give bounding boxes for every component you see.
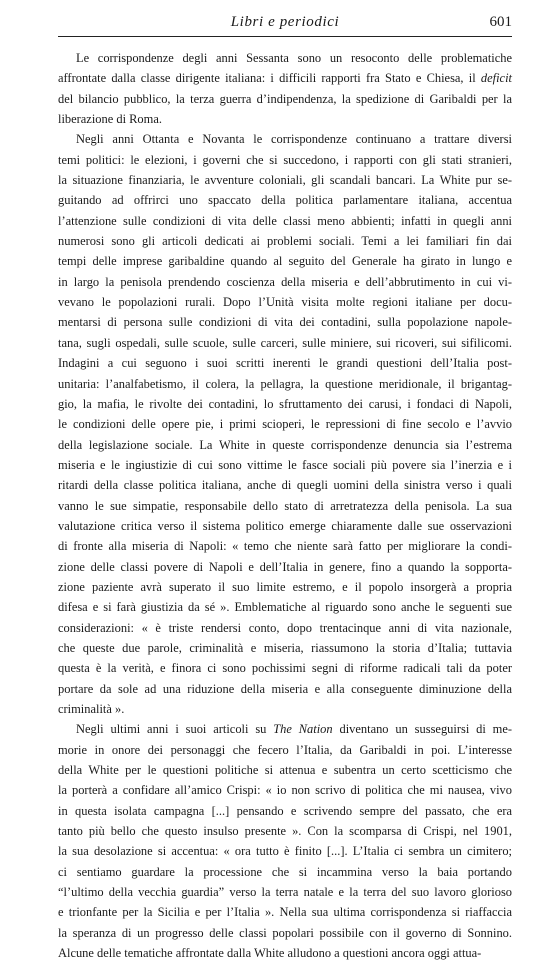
text-line: valutazione critica verso il sistema politico emerge chiaramente dalle sue osservazioni xyxy=(58,518,512,533)
text-line: e trionfante per la Sicilia e per l’Italia ». Nella sua ultima corrispondenza si riaffaccia xyxy=(58,905,512,920)
text-line: Negli anni Ottanta e Novanta le corrispondenze continuano a trattare diversi xyxy=(76,132,512,147)
page-header xyxy=(58,12,512,34)
text-line: considerazioni: « è triste rendersi conto, dopo trentacinque anni di vita nazionale, xyxy=(58,620,512,635)
text-line: le condizioni delle opere pie, i primi scioperi, le repressioni di fine secolo e l’avvio xyxy=(58,417,512,432)
text-line: zione delle classi povere di Napoli e dell’Italia in genere, fino a quando la sopporta- xyxy=(58,559,512,574)
text-line: questa è la verità, e finora ci sono pochissimi segni di riforme radicali tali da poter xyxy=(58,661,512,676)
text-line: la sua desolazione si accentua: « ora tutto è finito [...]. L’Italia ci sembra un cimitero; xyxy=(58,844,512,859)
text-line: in questa isolata campagna [...] pensando e scrivendo sempre del passato, che era xyxy=(58,803,512,818)
text-line: che queste due parole, criminalità e miseria, riassumono la storia d’Italia; tuttavia xyxy=(58,640,512,655)
text-line: Indagini a cui seguono i suoi scritti inerenti le grandi questioni dell’Italia post- xyxy=(58,356,512,371)
text-line: mentarsi di persona sulle condizioni di vita dei contadini, sulla popolazione napole- xyxy=(58,315,512,330)
text-line: “l’ultimo della vecchia guardia” verso la terra natale e la terra del suo lavoro glorioso xyxy=(58,885,512,900)
text-line: la situazione finanziaria, le avventure coloniali, gli scandali bancari. La White pur se- xyxy=(58,173,512,188)
text-line: vanno le sue simpatie, responsabile dello stato di arretratezza della penisola. La sua xyxy=(58,498,512,513)
text-line: numerosi sono gli articoli dedicati ai problemi sociali. Temi a lei familiari fin dai xyxy=(58,234,512,249)
text-line: portare da sole ad una riduzione della miseria e alla conseguente diminuzione della xyxy=(58,681,512,696)
text-line: difesa e si farà giustizia da sé ». Emblematiche al riguardo sono anche le seguenti sue xyxy=(58,600,512,615)
text-line: zione paziente avrà superato il suo limite estremo, e il popolo insorgerà a propria xyxy=(58,579,512,594)
text-line: morie in onore dei personaggi che fecero l’Italia, da Garibaldi in poi. L’interesse xyxy=(58,742,512,757)
text-line: ritardi della classe politica italiana, anche di quegli uomini della sinistra verso i quali xyxy=(58,478,512,493)
text-line: guitando ad offrirci uno spaccato della politica parlamentare italiana, accentua xyxy=(58,193,512,208)
text-line: tana, sugli ospedali, sulle scuole, sulle carceri, sulle miniere, sui ricoveri, sui sifilicomi. xyxy=(58,335,512,350)
text-line: temi politici: le elezioni, i governi che si succedono, i rapporti con gli stati stranieri, xyxy=(58,152,512,167)
page-number: 601 xyxy=(489,14,512,30)
text-line: in largo la penisola prendendo coscienza della miseria e dell’abbrutimento in cui vi- xyxy=(58,274,512,289)
paragraph xyxy=(58,48,512,129)
text-line: miseria e le ingiustizie di cui sono vittime le fasce sociali più povere sia l’inerzia e i xyxy=(58,457,512,472)
text-line: Le corrispondenze degli anni Sessanta sono un resoconto delle problematiche xyxy=(76,51,512,65)
text-line: l’attenzione sulle condizioni di vita delle classi meno abbienti; infatti in quegli anni xyxy=(58,213,512,228)
text-line: tempi delle imprese garibaldine quando al seguito del Generale ha girato in lungo e xyxy=(58,254,512,269)
text-line: ci sentiamo guardare la processione che si incammina verso la baia portando xyxy=(58,864,512,879)
text-line: della White per le questioni politiche si attenua e subentra un certo scetticismo che xyxy=(58,763,512,778)
text-line: gio, la mafia, le rivolte dei contadini, lo sfruttamento dei carusi, i fondaci di Napoli, xyxy=(58,396,512,411)
text-line: tanto più bello che questo insulso presente ». Con la scomparsa di Crispi, nel 1901, xyxy=(58,824,512,839)
text-line: unitaria: l’analfabetismo, il colera, la pellagra, la questione meridionale, il brigantag- xyxy=(58,376,512,391)
paragraph xyxy=(58,719,512,963)
text-line: criminalità ». xyxy=(58,702,125,716)
text-line: Negli ultimi anni i suoi articoli su The Nation diventano un susseguirsi di me- xyxy=(76,722,512,737)
text-line: liberazione di Roma. xyxy=(58,112,162,127)
text-line: la porterà a confidare all’amico Crispi: « io non scrivo di politica che mi nausea, vivo xyxy=(58,783,512,798)
text-line: Alcune delle tematiche affrontate dalla White alludono a questioni ancora oggi attua- xyxy=(58,946,482,961)
text-line: di fronte alla miseria di Napoli: « temo che niente sarà fatto per migliorare la condi- xyxy=(58,539,512,554)
text-line: vevano le popolazioni rurali. Dopo l’Unità visita molte regioni italiane per docu- xyxy=(58,295,512,310)
text-line: della legislazione sociale. La White in queste corrispondenze denuncia sia l’estrema xyxy=(58,437,512,452)
text-line: affrontate dalla classe dirigente italiana: i difficili rapporti fra Stato e Chiesa, il deficit xyxy=(58,71,512,86)
text-line: del bilancio pubblico, la terza guerra d’indipendenza, la spedizione di Garibaldi per la xyxy=(58,91,512,106)
header-rule xyxy=(58,36,512,37)
running-title: Libri e periodici xyxy=(230,14,340,30)
text-line: la speranza di un progresso delle classi popolari possibile con il governo di Sonnino. xyxy=(58,925,512,940)
body-text xyxy=(58,48,512,963)
paragraph xyxy=(58,129,512,719)
